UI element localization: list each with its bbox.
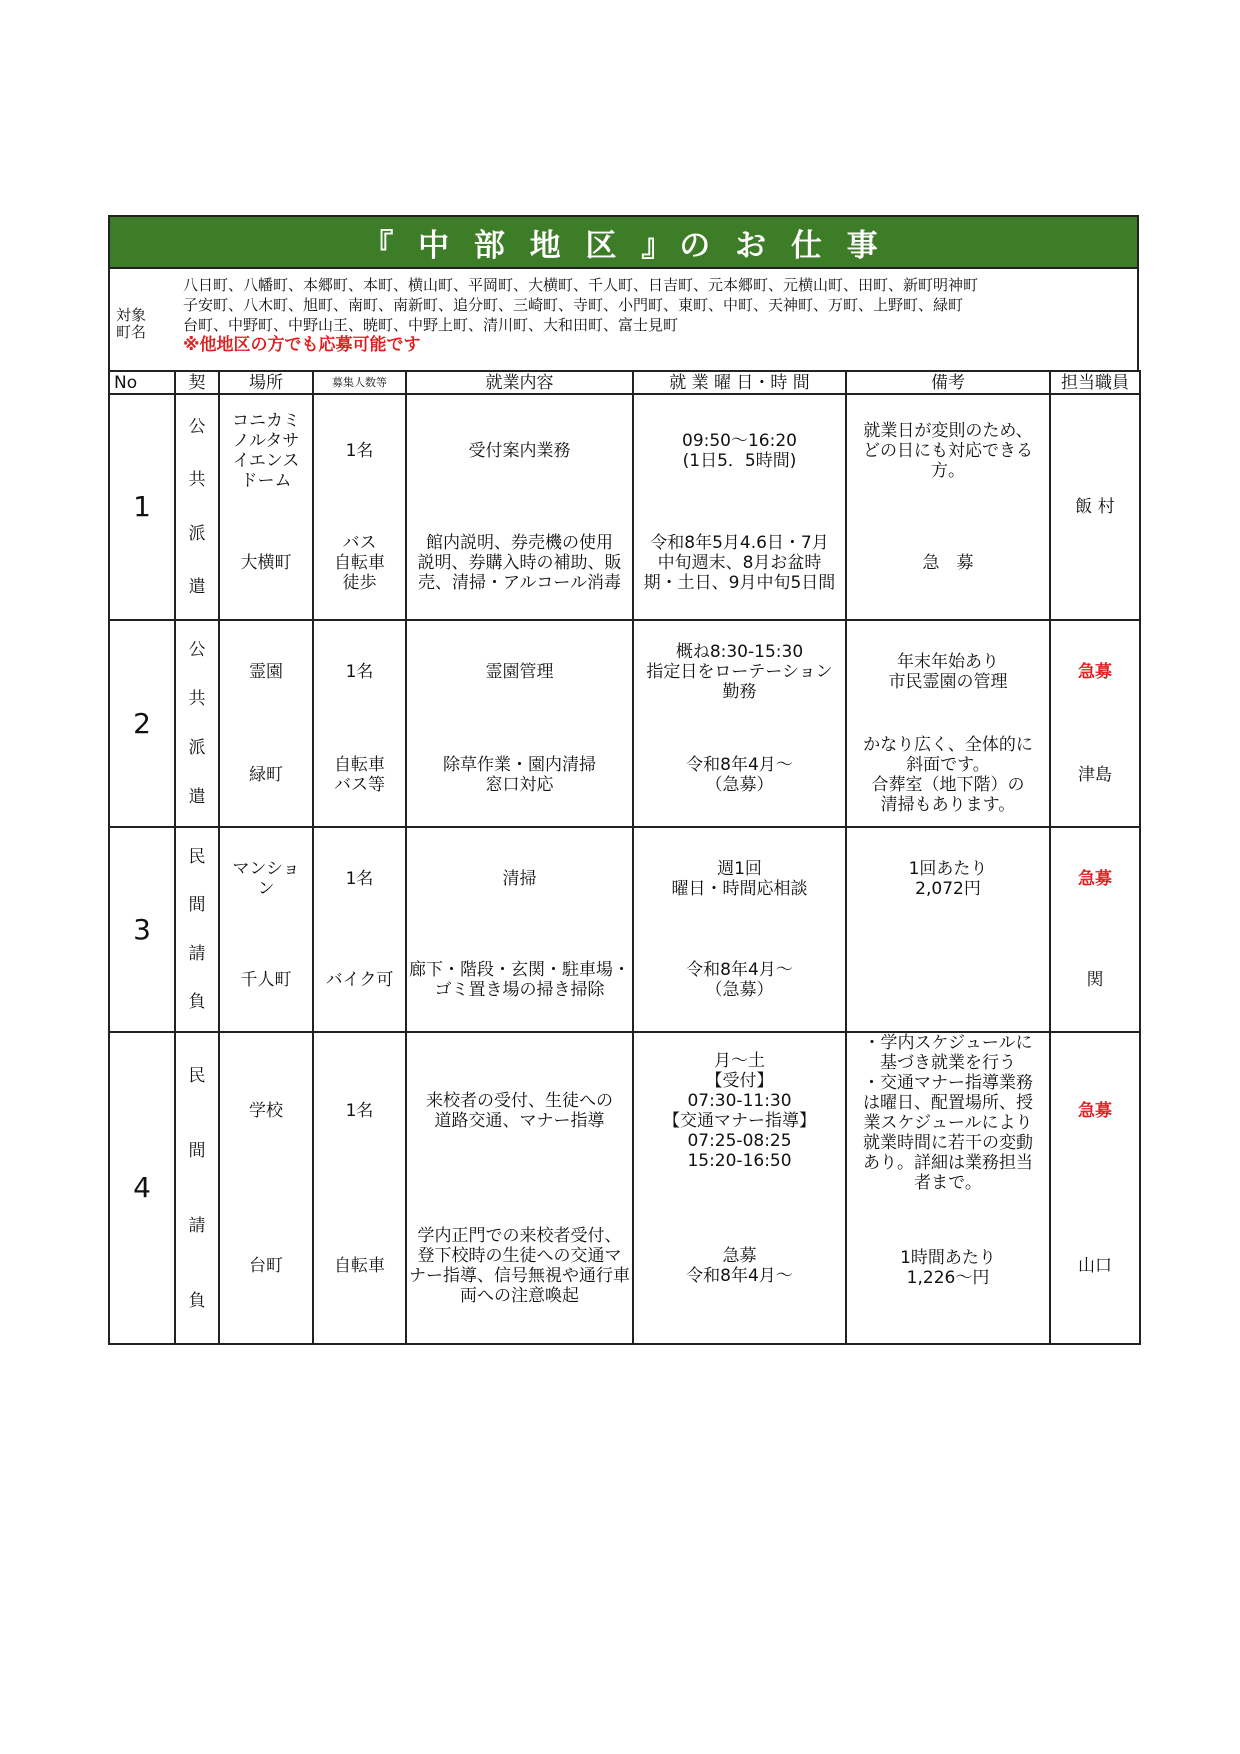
place-cell	[219, 827, 313, 1032]
header-type: 契	[175, 371, 219, 394]
staff-top: 急募	[1078, 868, 1112, 889]
place-bottom: 緑町	[249, 764, 283, 785]
row-number	[109, 620, 175, 827]
contract-type-char: 派	[188, 737, 206, 758]
row-number	[109, 394, 175, 620]
people-bottom: バス 自転車 徒歩	[334, 533, 385, 593]
remarks-cell	[846, 1032, 1050, 1344]
table-row	[109, 620, 1140, 827]
town-list: 八日町、八幡町、本郷町、本町、横山町、平岡町、大横町、千人町、日吉町、元本郷町、元横山町、田町、新町明神町 子安町、八木町、旭町、南町、南新町、追分町、三崎町、寺町、小門町、東町、中町、天神町、万町、上野町、緑町 台町、中野町、中野山王、暁町、中野上町、清川町、大和田町、富士見町	[183, 276, 979, 334]
place-top: コニカミ ノルタサ イエンス ドーム	[232, 411, 300, 491]
schedule-cell	[633, 620, 846, 827]
page-title: 『 中 部 地 区 』の お 仕 事	[108, 215, 1139, 267]
header-no: No	[109, 371, 175, 394]
target-area-box	[108, 267, 1139, 370]
staff-bottom: 津島	[1078, 764, 1112, 785]
other-area-note: ※他地区の方でも応募可能です	[183, 335, 421, 355]
work-top: 清掃	[502, 868, 537, 889]
staff-top: 急募	[1078, 1100, 1112, 1121]
schedule-cell	[633, 827, 846, 1032]
work-cell	[406, 1032, 633, 1344]
people-cell	[313, 620, 406, 827]
header-staff: 担当職員	[1050, 371, 1140, 394]
place-bottom: 台町	[249, 1255, 283, 1276]
place-bottom: 大横町	[240, 553, 292, 573]
staff-cell	[1050, 394, 1140, 620]
people-top: 1名	[345, 868, 374, 889]
contract-type-char: 民	[188, 1065, 206, 1086]
table-row	[109, 1032, 1140, 1344]
row-number-value: 2	[133, 706, 151, 740]
contract-type-char: 派	[188, 523, 206, 544]
staff-cell	[1050, 827, 1140, 1032]
header-people: 募集人数等	[313, 371, 406, 394]
remarks-bottom: 1時間あたり 1,226～円	[900, 1248, 996, 1288]
work-cell	[406, 827, 633, 1032]
remarks-top: 1回あたり 2,072円	[908, 858, 988, 899]
contract-type-char: 遣	[188, 577, 206, 598]
area-towns	[183, 275, 978, 355]
people-cell	[313, 394, 406, 620]
schedule-cell	[633, 1032, 846, 1344]
place-top: 学校	[249, 1100, 283, 1121]
contract-type-char: 請	[188, 943, 206, 964]
work-bottom: 廊下・階段・玄関・駐車場・ ゴミ置き場の掃き掃除	[409, 960, 630, 1001]
staff-bottom: 関	[1086, 970, 1104, 991]
remarks-bottom	[847, 930, 1049, 1032]
area-label: 対象 町名	[116, 306, 147, 341]
place-cell	[219, 620, 313, 827]
place-top: 霊園	[249, 662, 283, 683]
people-top: 1名	[345, 441, 374, 461]
header-place: 場所	[219, 371, 313, 394]
staff-top: 急募	[1078, 662, 1112, 683]
place-bottom: 千人町	[240, 970, 292, 991]
contract-type-char: 遣	[188, 786, 206, 807]
row-number-value: 1	[133, 490, 151, 523]
contract-type-char: 負	[188, 1290, 206, 1311]
row-number-value: 4	[133, 1171, 151, 1204]
people-top: 1名	[345, 662, 374, 683]
work-top: 霊園管理	[485, 662, 554, 683]
remarks-top: 就業日が変則のため、 どの日にも対応できる 方。	[863, 421, 1033, 481]
people-cell	[313, 827, 406, 1032]
header-remarks: 備考	[846, 371, 1050, 394]
place-cell	[219, 1032, 313, 1344]
work-bottom: 館内説明、券売機の使用 説明、券購入時の補助、販 売、清掃・アルコール消毒	[417, 533, 622, 593]
work-bottom: 除草作業・園内清掃 窓口対応	[443, 754, 596, 795]
staff-cell	[1050, 1032, 1140, 1344]
contract-type-char: 公	[188, 416, 206, 437]
work-top: 来校者の受付、生徒への 道路交通、マナー指導	[426, 1090, 613, 1131]
work-cell	[406, 620, 633, 827]
schedule-top: 月～土 【受付】 07:30-11:30 【交通マナー指導】 07:25-08:25 15:20-16:50	[663, 1050, 816, 1171]
staff-name: 飯 村	[1075, 497, 1115, 517]
schedule-bottom: 令和8年5月4.6日・7月 中旬週末、8月お盆時 期・土日、9月中旬5日間	[643, 533, 836, 593]
staff-bottom: 山口	[1078, 1255, 1112, 1276]
people-top: 1名	[345, 1100, 374, 1121]
contract-type	[175, 1032, 219, 1344]
remarks-cell	[846, 827, 1050, 1032]
contract-type-char: 民	[188, 847, 206, 868]
contract-type	[175, 827, 219, 1032]
row-number-value: 3	[133, 912, 151, 946]
work-top: 受付案内業務	[468, 441, 571, 461]
table-row	[109, 827, 1140, 1032]
contract-type-char: 共	[188, 689, 206, 710]
remarks-bottom: かなり広く、全体的に 斜面です。 合葬室（地下階）の 清掃もあります。	[863, 734, 1033, 815]
row-number	[109, 1032, 175, 1344]
contract-type-char: 間	[188, 1140, 206, 1161]
schedule-bottom: 令和8年4月～ （急募）	[686, 754, 793, 795]
schedule-top: 週1回 曜日・時間応相談	[671, 858, 808, 899]
contract-type-char: 公	[188, 640, 206, 661]
header-schedule: 就 業 曜 日・時 間	[633, 371, 846, 394]
jobs-table	[108, 370, 1141, 1345]
header-work: 就業内容	[406, 371, 633, 394]
job-sheet	[108, 215, 1139, 1345]
place-top: マンショ ン	[232, 858, 300, 899]
schedule-cell	[633, 394, 846, 620]
schedule-bottom: 急募 令和8年4月～	[686, 1245, 793, 1286]
contract-type	[175, 620, 219, 827]
contract-type-char: 共	[188, 470, 206, 491]
row-number	[109, 827, 175, 1032]
remarks-top: 年末年始あり 市民霊園の管理	[888, 652, 1008, 693]
people-bottom: バイク可	[325, 970, 394, 991]
place-cell	[219, 394, 313, 620]
remarks-bottom: 急 募	[922, 553, 974, 573]
people-bottom: 自転車	[334, 1255, 385, 1276]
schedule-bottom: 令和8年4月～ （急募）	[686, 960, 793, 1001]
people-bottom: 自転車 バス等	[334, 754, 385, 795]
remarks-top: ・学内スケジュールに 基づき就業を行う ・交通マナー指導業務 は曜日、配置場所、授 業スケジュールにより 就業時間に若干の変動 あり。詳細は業務担当 者まで。	[863, 1033, 1033, 1193]
header-row	[109, 371, 1140, 394]
people-cell	[313, 1032, 406, 1344]
remarks-cell	[846, 620, 1050, 827]
schedule-top: 09:50～16:20 (1日5．5時間)	[682, 431, 797, 471]
table-row	[109, 394, 1140, 620]
remarks-cell	[846, 394, 1050, 620]
contract-type-char: 間	[188, 895, 206, 916]
contract-type-char: 請	[188, 1215, 206, 1236]
schedule-top: 概ね8:30-15:30 指定日をローテーション 勤務	[646, 642, 833, 703]
work-bottom: 学内正門での来校者受付、 登下校時の生徒への交通マ ナー指導、信号無視や通行車 両への注意喚起	[409, 1225, 630, 1306]
work-cell	[406, 394, 633, 620]
contract-type-char: 負	[188, 991, 206, 1012]
contract-type	[175, 394, 219, 620]
staff-cell	[1050, 620, 1140, 827]
